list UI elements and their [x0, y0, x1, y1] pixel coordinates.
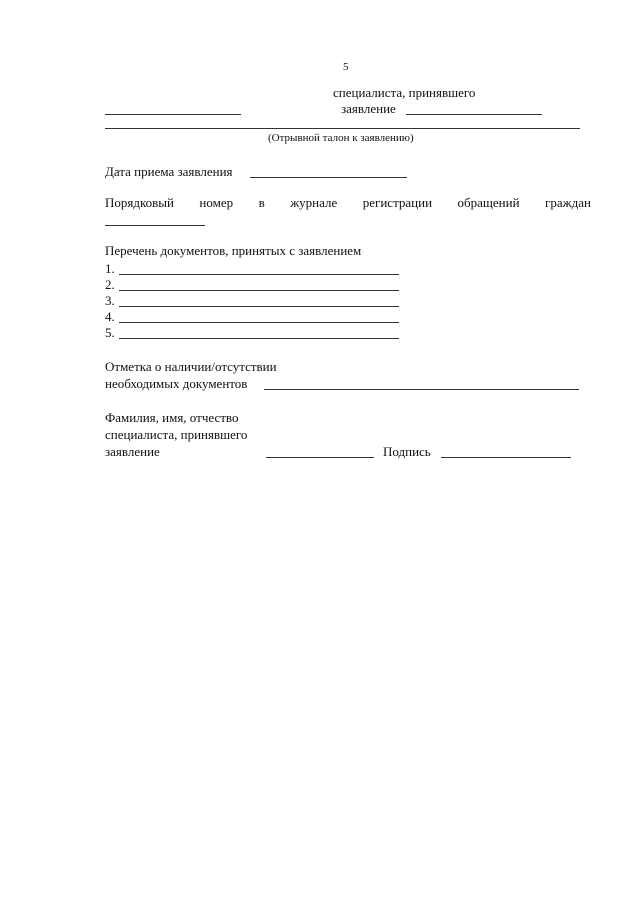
header-left-blank[interactable] — [105, 114, 241, 115]
serial-number-field[interactable] — [105, 225, 205, 226]
specialist-line-2: специалиста, принявшего — [105, 427, 248, 442]
header-line-1: специалиста, принявшего — [333, 85, 476, 100]
header-right-blank[interactable] — [406, 114, 542, 115]
serial-word: обращений — [457, 195, 520, 210]
presence-mark-line-2: необходимых документов — [105, 376, 248, 391]
page-number: 5 — [343, 61, 349, 73]
document-item-field[interactable] — [119, 338, 399, 339]
documents-title: Перечень документов, принятых с заявлением — [105, 243, 362, 258]
serial-word: Порядковый — [105, 195, 174, 210]
specialist-name-field[interactable] — [266, 457, 374, 458]
serial-word: регистрации — [362, 195, 433, 210]
document-item-number: 1. — [105, 261, 115, 276]
document-item-number: 2. — [105, 277, 115, 292]
tear-off-line — [105, 128, 580, 129]
document-item-field[interactable] — [119, 306, 399, 307]
specialist-line-1: Фамилия, имя, отчество — [105, 410, 239, 425]
document-item-number: 5. — [105, 325, 115, 340]
signature-label: Подпись — [383, 444, 431, 459]
document-item-field[interactable] — [119, 322, 399, 323]
document-item-number: 4. — [105, 309, 115, 324]
presence-mark-field[interactable] — [264, 389, 579, 390]
presence-mark-line-1: Отметка о наличии/отсутствии — [105, 359, 277, 374]
serial-word: граждан — [545, 195, 591, 210]
serial-number-label — [105, 195, 591, 210]
signature-field[interactable] — [441, 457, 571, 458]
serial-word: в — [258, 195, 265, 210]
tear-off-caption: (Отрывной талон к заявлению) — [268, 132, 414, 144]
document-item-number: 3. — [105, 293, 115, 308]
serial-word: журнале — [290, 195, 338, 210]
serial-word: номер — [199, 195, 234, 210]
receipt-date-field[interactable] — [250, 177, 407, 178]
receipt-date-label: Дата приема заявления — [105, 164, 233, 179]
header-line-2: заявление — [341, 101, 396, 116]
document-item-field[interactable] — [119, 274, 399, 275]
specialist-line-3: заявление — [105, 444, 160, 459]
document-item-field[interactable] — [119, 290, 399, 291]
